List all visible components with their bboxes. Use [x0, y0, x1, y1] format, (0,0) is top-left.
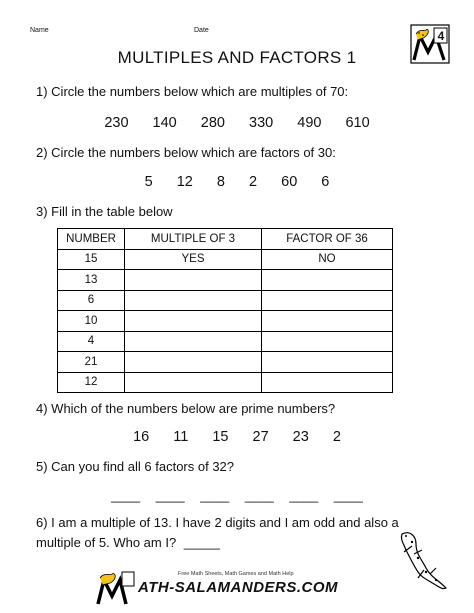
table-cell[interactable]: [125, 311, 262, 332]
table-row: [58, 331, 393, 352]
table-cell: 21: [58, 352, 125, 373]
table-header-cell: NUMBER: [58, 229, 125, 250]
number-option[interactable]: 12: [176, 174, 193, 190]
fill-in-table: [57, 228, 393, 393]
number-option[interactable]: 11: [173, 429, 189, 445]
question-3-text: 3) Fill in the table below: [36, 204, 173, 219]
number-option[interactable]: 23: [292, 429, 309, 445]
number-option[interactable]: 2: [332, 429, 341, 445]
number-option[interactable]: 610: [345, 115, 370, 131]
number-option[interactable]: 230: [104, 115, 129, 131]
table-cell[interactable]: [125, 372, 262, 393]
table-cell[interactable]: [125, 352, 262, 373]
answer-blank[interactable]: ____: [155, 488, 185, 503]
number-option[interactable]: 15: [212, 429, 229, 445]
table-cell[interactable]: [125, 331, 262, 352]
table-row: [58, 311, 393, 332]
answer-blank[interactable]: ____: [111, 488, 141, 503]
number-option[interactable]: 490: [297, 115, 322, 131]
table-cell[interactable]: [262, 311, 393, 332]
question-2-text: 2) Circle the numbers below which are factors of 30:: [36, 145, 336, 160]
number-option[interactable]: 330: [249, 115, 274, 131]
question-1-numbers: [0, 115, 474, 131]
table-cell: 13: [58, 270, 125, 291]
question-5-text: 5) Can you find all 6 factors of 32?: [36, 459, 235, 474]
table-cell[interactable]: [125, 270, 262, 291]
number-option[interactable]: 60: [281, 174, 298, 190]
table-cell[interactable]: YES: [125, 249, 262, 270]
table-cell: 12: [58, 372, 125, 393]
question-6-text: multiple of 5. Who am I?: [36, 535, 177, 550]
number-option[interactable]: 2: [249, 174, 258, 190]
number-option[interactable]: 8: [216, 174, 225, 190]
grade-digit: 4: [437, 29, 445, 43]
table-cell[interactable]: NO: [262, 249, 393, 270]
table-header-cell: MULTIPLE OF 3: [125, 229, 262, 250]
question-2-numbers: [0, 174, 474, 190]
number-option[interactable]: 5: [144, 174, 153, 190]
question-4-text: 4) Which of the numbers below are prime numbers?: [36, 401, 336, 416]
answer-blank[interactable]: _____: [183, 535, 220, 550]
table-row: [58, 290, 393, 311]
number-option[interactable]: 16: [133, 429, 150, 445]
table-header-row: [58, 229, 393, 250]
answer-blank[interactable]: ____: [333, 488, 363, 503]
number-option[interactable]: 140: [152, 115, 177, 131]
answer-blank[interactable]: ____: [244, 488, 274, 503]
table-cell[interactable]: [262, 290, 393, 311]
table-cell[interactable]: [262, 270, 393, 291]
table-cell: 4: [58, 331, 125, 352]
table-cell: 15: [58, 249, 125, 270]
table-cell[interactable]: [262, 331, 393, 352]
table-cell[interactable]: [262, 372, 393, 393]
number-option[interactable]: 6: [321, 174, 330, 190]
footer-tagline: Free Math Sheets, Math Games and Math Help: [178, 571, 294, 577]
name-label: Name: [30, 27, 49, 34]
question-5-blanks: [0, 488, 474, 503]
footer-logo: [96, 566, 376, 606]
answer-blank[interactable]: ____: [289, 488, 319, 503]
table-cell: 6: [58, 290, 125, 311]
question-6-line-1: 6) I am a multiple of 13. I have 2 digits and I am odd and also a: [36, 515, 399, 530]
date-label: Date: [194, 27, 209, 34]
footer-site-name: ATH-SALAMANDERS.COM: [138, 579, 339, 596]
table-row: [58, 372, 393, 393]
question-1-text: 1) Circle the numbers below which are multiples of 70:: [36, 84, 349, 99]
table-cell: 10: [58, 311, 125, 332]
table-row: [58, 352, 393, 373]
answer-blank[interactable]: ____: [200, 488, 230, 503]
number-option[interactable]: 280: [200, 115, 225, 131]
table-header-cell: FACTOR OF 36: [262, 229, 393, 250]
table-cell[interactable]: [125, 290, 262, 311]
question-4-numbers: [0, 429, 474, 445]
table-row: [58, 249, 393, 270]
number-option[interactable]: 27: [252, 429, 269, 445]
table-cell[interactable]: [262, 352, 393, 373]
question-6-line-2: [36, 535, 220, 550]
table-row: [58, 270, 393, 291]
page-title: MULTIPLES AND FACTORS 1: [117, 48, 357, 67]
salamander-drawing-icon: [392, 528, 454, 598]
salamander-mascot-icon: [96, 570, 136, 606]
